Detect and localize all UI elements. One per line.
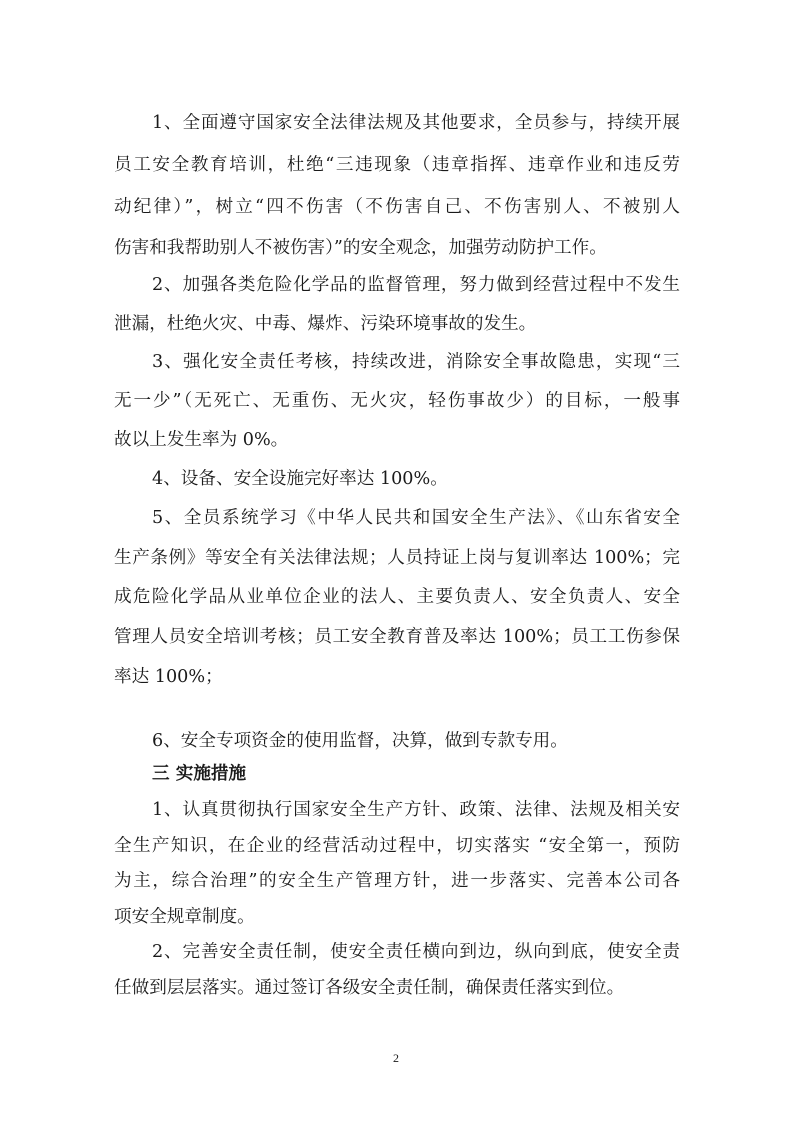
paragraph-line: 1、认真贯彻执行国家安全生产方针、政策、法律、法规及相关安 — [152, 800, 680, 820]
paragraph-line: 员工安全教育培训，杜绝“三违现象（违章指挥、违章作业和违反劳 — [114, 155, 680, 175]
paragraph-line: 2、加强各类危险化学品的监督管理，努力做到经营过程中不发生 — [152, 275, 680, 295]
paragraph-line: 率达 100%； — [114, 667, 223, 687]
paragraph-line: 5、全员系统学习《中华人民共和国安全生产法》、《山东省安全 — [152, 508, 680, 528]
paragraph-line: 管理人员安全培训考核；员工安全教育普及率达 100%；员工工伤参保 — [114, 627, 680, 647]
paragraph-line: 项安全规章制度。 — [114, 907, 255, 927]
paragraph-line: 泄漏，杜绝火灾、中毒、爆炸、污染环境事故的发生。 — [114, 314, 537, 334]
paragraph-line: 全生产知识，在企业的经营活动过程中，切实落实 “安全第一，预防 — [114, 836, 680, 856]
paragraph-line: 伤害和我帮助别人不被伤害）”的安全观念，加强劳动防护工作。 — [114, 238, 607, 258]
paragraph-line: 2、完善安全责任制，使安全责任横向到边，纵向到底，使安全责 — [152, 942, 680, 962]
section-heading: 三 实施措施 — [152, 763, 247, 784]
paragraph-line: 成危险化学品从业单位企业的法人、主要负责人、安全负责人、安全 — [114, 587, 680, 607]
paragraph-line: 无一少”（无死亡、无重伤、无火灾，轻伤事故少）的目标，一般事 — [114, 391, 680, 411]
paragraph-line: 为主，综合治理”的安全生产管理方针，进一步落实、完善本公司各 — [114, 871, 680, 891]
page-number: 2 — [393, 1051, 399, 1065]
paragraph-line: 1、全面遵守国家安全法律法规及其他要求，全员参与，持续开展 — [152, 113, 680, 133]
paragraph-line: 4、设备、安全设施完好率达 100%。 — [152, 469, 448, 489]
paragraph-line: 6、安全专项资金的使用监督，决算，做到专款专用。 — [152, 731, 568, 751]
paragraph-line: 故以上发生率为 0%。 — [114, 430, 289, 450]
paragraph-line: 3、强化安全责任考核，持续改进，消除安全事故隐患，实现“三 — [152, 352, 680, 372]
paragraph-line: 动纪律）”，树立“四不伤害（不伤害自己、不伤害别人、不被别人 — [114, 197, 680, 217]
paragraph-line: 任做到层层落实。通过签订各级安全责任制，确保责任落实到位。 — [114, 978, 625, 998]
paragraph-line: 生产条例》等安全有关法律法规；人员持证上岗与复训率达 100%；完 — [114, 548, 680, 568]
